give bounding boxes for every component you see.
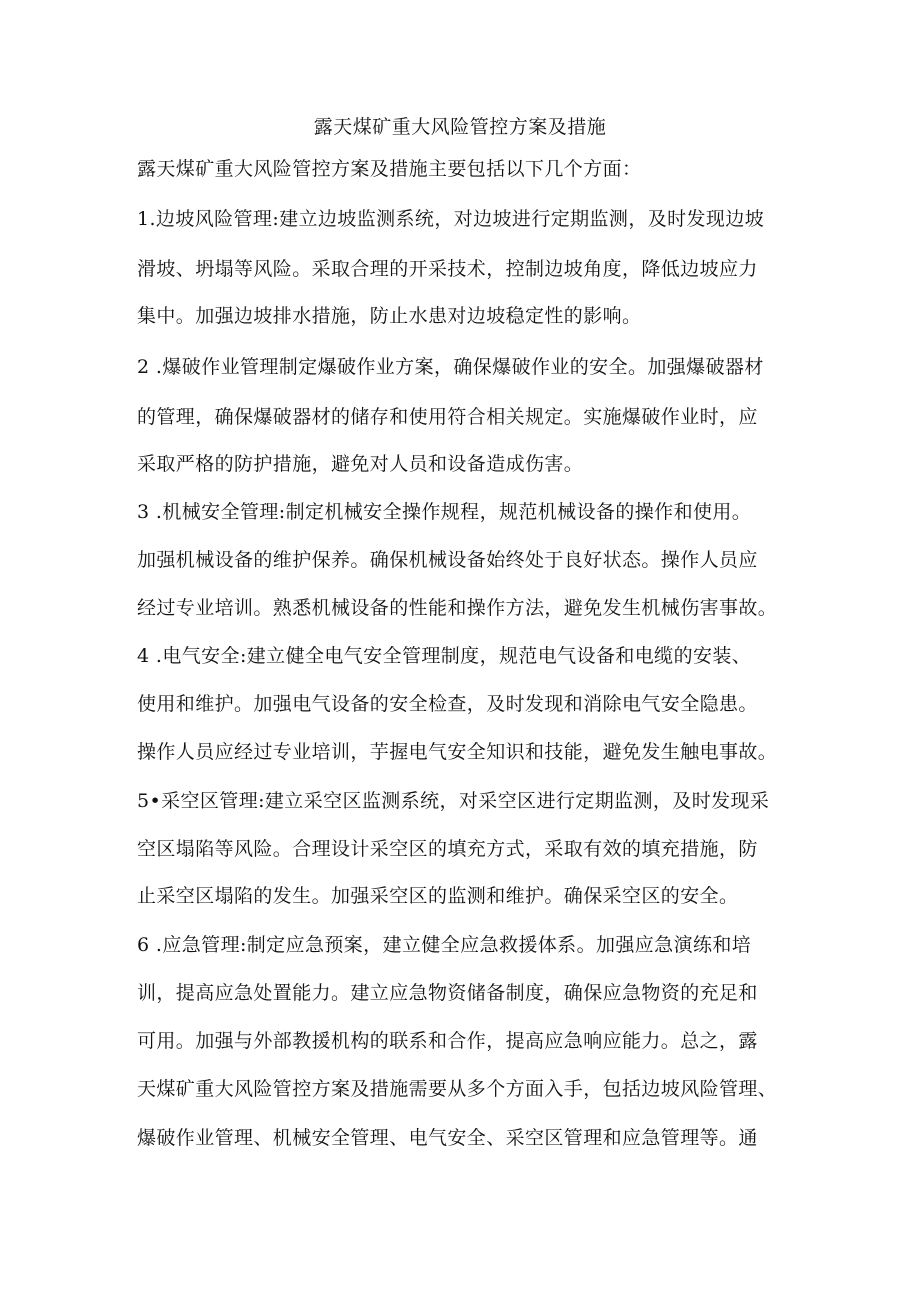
body-line: 3 .机械安全管理:制定机械安全操作规程，规范机械设备的操作和使用。 — [137, 501, 752, 523]
body-line: 4 .电气安全:建立健全电气安全管理制度，规范电气设备和电缆的安装、 — [137, 645, 752, 667]
body-line: 采取严格的防护措施，避免对人员和设备造成伤害。 — [137, 453, 584, 475]
body-line: 止采空区塌陷的发生。加强采空区的监测和维护。确保采空区的安全。 — [137, 885, 739, 907]
body-line: 集中。加强边坡排水措施，防止水患对边坡稳定性的影响。 — [137, 305, 642, 327]
body-line: 爆破作业管理、机械安全管理、电气安全、采空区管理和应急管理等。通 — [137, 1127, 758, 1149]
body-line: 的管理，确保爆破器材的储存和使用符合相关规定。实施爆破作业时，应 — [137, 406, 758, 428]
body-line: 1.边坡风险管理:建立边坡监测系统，对边坡进行定期监测，及时发现边坡 — [137, 208, 765, 230]
body-line: 6 .应急管理:制定应急预案，建立健全应急救援体系。加强应急演练和培 — [137, 934, 752, 956]
body-line: 经过专业培训。熟悉机械设备的性能和操作方法，避免发生机械伤害事故。 — [137, 597, 778, 619]
body-line: 可用。加强与外部教援机构的联系和合作，提高应急响应能力。总之，露 — [137, 1030, 758, 1052]
body-line: 使用和维护。加强电气设备的安全检查，及时发现和消除电气安全隐患。 — [137, 693, 758, 715]
document-title: 露天煤矿重大风险管控方案及措施 — [313, 116, 607, 138]
body-line: 训，提高应急处置能力。建立应急物资储备制度，确保应急物资的充足和 — [137, 982, 758, 1004]
body-line: 2 .爆破作业管理制定爆破作业方案，确保爆破作业的安全。加强爆破器材 — [137, 356, 764, 378]
body-line: 操作人员应经过专业培训，芋握电气安全知识和技能，避免发生触电事故。 — [137, 741, 778, 763]
body-line: 天煤矿重大风险管控方案及措施需要从多个方面入手，包括边坡风险管理、 — [137, 1078, 778, 1100]
body-line: 5•采空区管理:建立采空区监测系统，对采空区进行定期监测，及时发现采 — [137, 790, 770, 812]
body-line: 露天煤矿重大风险管控方案及措施主要包括以下几个方面： — [137, 158, 642, 180]
body-line: 加强机械设备的维护保养。确保机械设备始终处于良好状态。操作人员应 — [137, 549, 758, 571]
body-line: 空区塌陷等风险。合理设计采空区的填充方式，采取有效的填充措施，防 — [137, 838, 758, 860]
body-line: 滑坡、坍塌等风险。采取合理的开采技术，控制边坡角度，降低边坡应力 — [137, 258, 758, 280]
